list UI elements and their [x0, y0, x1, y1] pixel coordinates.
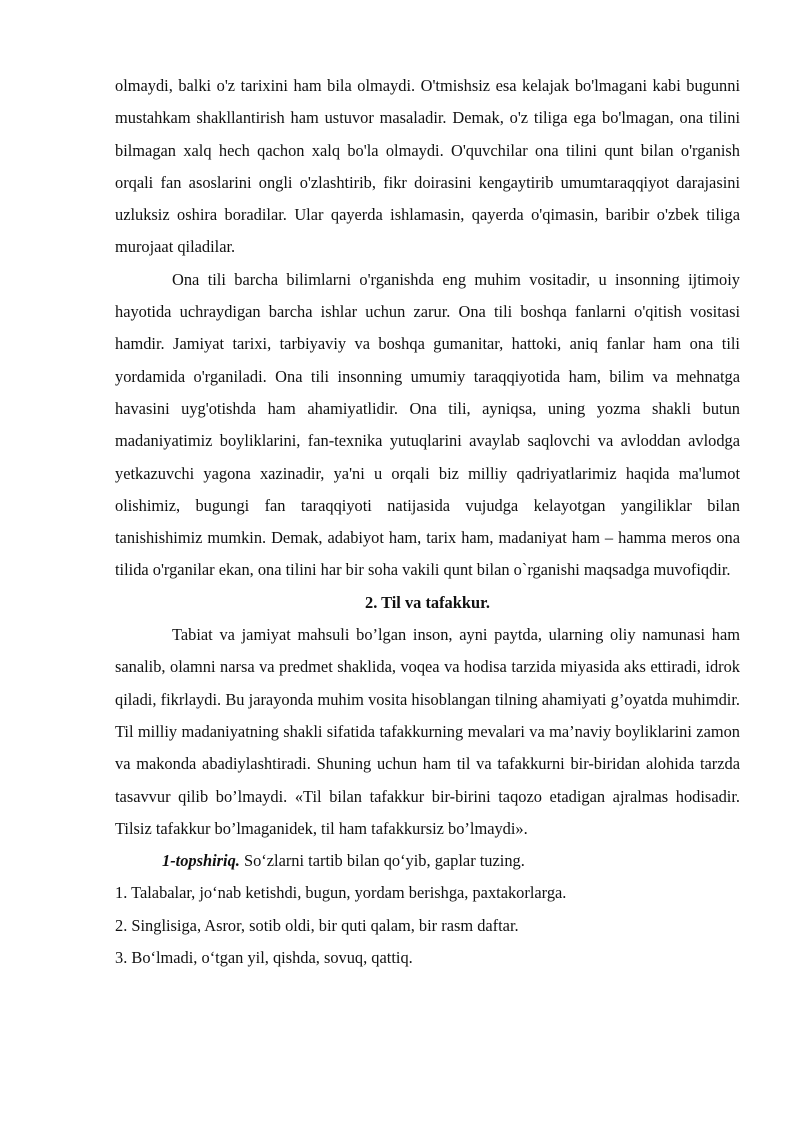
task-instruction: So‘zlarni tartib bilan qo‘yib, gaplar tuzing. [239, 851, 525, 871]
paragraph-language-thought: Tabiat va jamiyat mahsuli bo’lgan inson, ayni paytda, ularning oliy namunasi ham sanalib, olamni narsa va predmet shaklida, voqea va hodisa tarzida miyasida aks ettiradi, idrok qiladi, fikrlaydi. Bu jarayonda muhim vosita hisoblangan tilning ahamiyati g’oyatda muhimdir. Til milliy madaniyatning shakli sifatida tafakkurning mevalari va ma’naviy boyliklarini zamon va makonda abadiylashtiradi. Shuning uchun ham til va tafakkurni bir-biridan alohida tarzda tasavvur qilib bo’lmaydi. «Til bilan tafakkur bir-birini taqozo etadigan ajralmas hodisadir. Tilsiz tafakkur bo’lmaganidek, til ham tafakkursiz bo’lmaydi». [115, 625, 740, 838]
list-item: 3. Bo‘lmadi, o‘tgan yil, qishda, sovuq, qattiq. [115, 948, 413, 968]
list-item: 2. Singlisiga, Asror, sotib oldi, bir quti qalam, bir rasm daftar. [115, 915, 519, 935]
task-line [115, 845, 740, 877]
paragraph-native-language: Ona tili barcha bilimlarni o'rganishda eng muhim vositadir, u insonning ijtimoiy hayotida uchraydigan barcha ishlar uchun zarur. Ona tili boshqa fanlarni o'qitish vositasi hamdir. Jamiyat tarixi, tarbiyaviy va boshqa gumanitar, hattoki, aniq fanlar ham ona tili yordamida o'rganiladi. Ona tili insonning umumiy taraqqiyotida ham, bilim va mehnatga havasini uyg'otishda ham ahamiyatlidir. Ona tili, ayniqsa, uning yozma shakli butun madaniyatimiz boyliklarini, fan-texnika yutuqlarini avaylab saqlovchi va avloddan avlodga yetkazuvchi yagona xazinadir, ya'ni u orqali biz milliy qadriyatlarimiz haqida ma'lumot olishimiz, bugungi fan taraqqiyoti natijasida vujudga kelayotgan yangiliklar bilan tanishishimiz mumkin. Demak, adabiyot ham, tarix ham, madaniyat ham – hamma meros ona tilida o'rganilar ekan, ona tilini har bir soha vakili qunt bilan o`rganishi maqsadga muvofiqdir. [115, 269, 740, 580]
document-page [115, 70, 740, 974]
section-heading: 2. Til va tafakkur. [365, 592, 490, 612]
paragraph-continuation: olmaydi, balki o'z tarixini ham bila olmaydi. O'tmishsiz esa kelajak bo'lmagani kabi bugunni mustahkam shakllantirish ham ustuvor masaladir. Demak, o'z tiliga ega bo'lmagan, ona tilini bilmagan xalq hech qachon xalq bo'la olmaydi. O'quvchilar ona tilini qunt bilan o'rganish orqali fan asoslarini ongli o'zlashtirib, fikr doirasini kengaytirib umumtaraqqiyot darajasini uzluksiz oshira boradilar. Ular qayerda ishlamasin, qayerda o'qimasin, baribir o'zbek tiliga murojaat qiladilar. [115, 76, 740, 257]
task-label: 1-topshiriq. [162, 851, 240, 871]
list-item: 1. Talabalar, jo‘nab ketishdi, bugun, yordam berishga, paxtakorlarga. [115, 883, 567, 903]
